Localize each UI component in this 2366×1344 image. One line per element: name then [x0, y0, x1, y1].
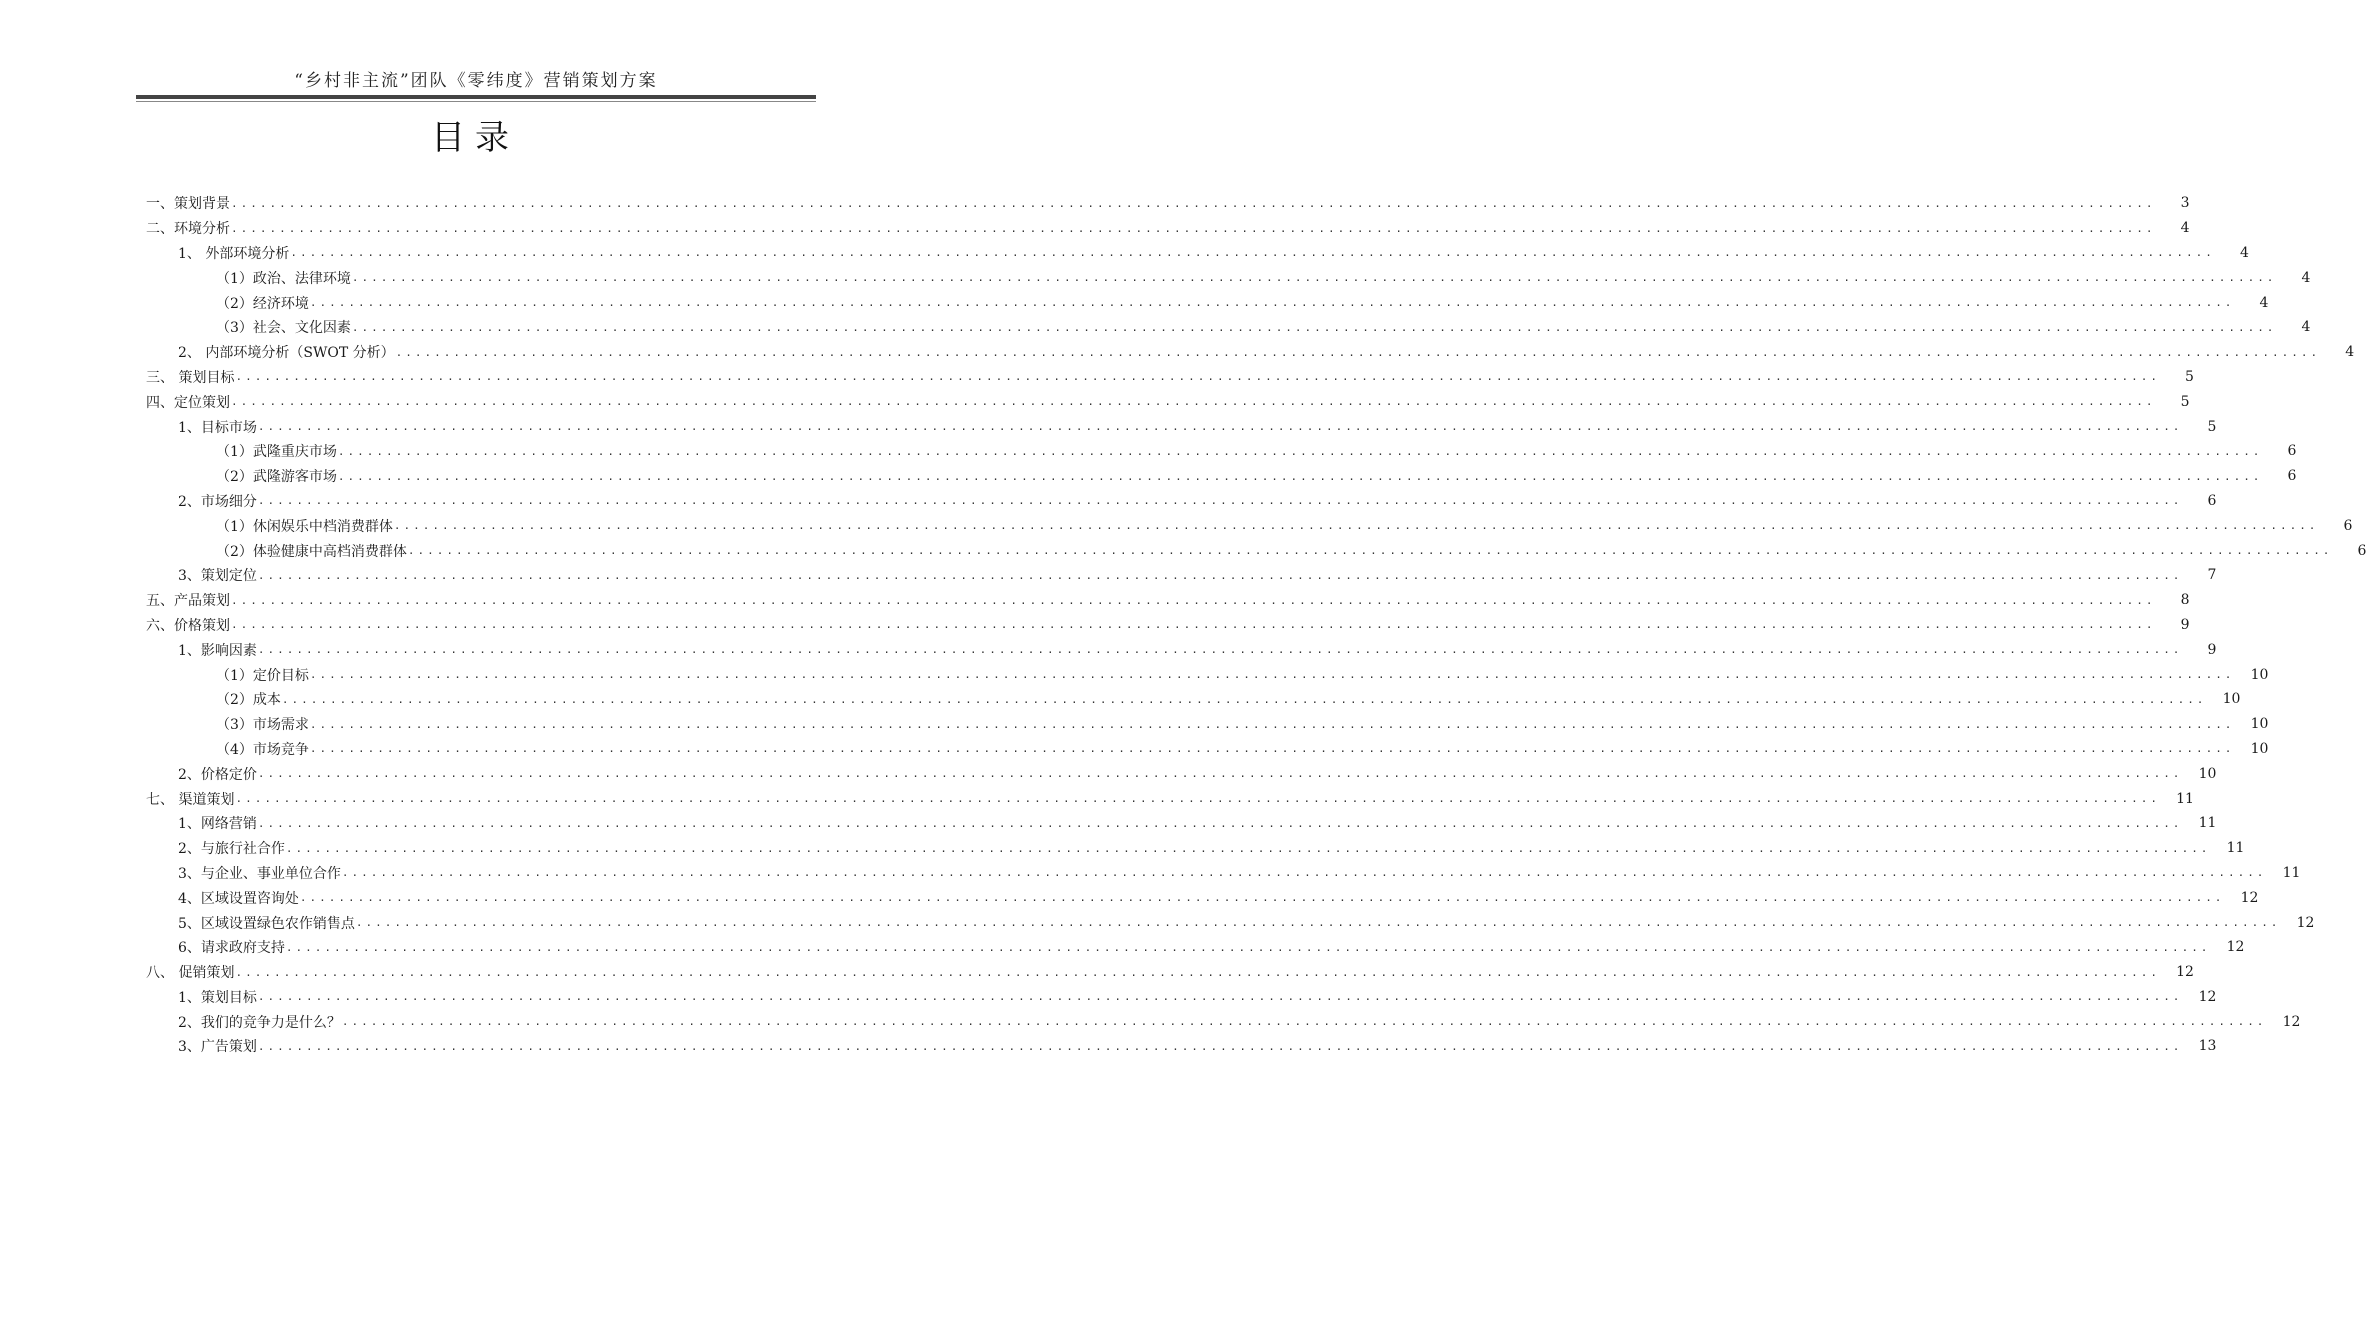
toc-leader-dots: ........................................................................................................................................................................................................: [341, 1015, 2267, 1029]
toc-entry-page: 13: [2198, 1038, 2217, 1055]
toc-entry-label: （2）成本: [216, 692, 281, 709]
toc-entry[interactable]: [146, 737, 2269, 762]
toc-entry-page: 10: [2250, 666, 2269, 683]
toc-entry-page: 7: [2207, 567, 2217, 584]
toc-entry[interactable]: [146, 1034, 2217, 1059]
toc-entry[interactable]: [146, 960, 2194, 985]
toc-entry[interactable]: [146, 712, 2269, 737]
toc-leader-dots: ........................................................................................................................................................................................................: [285, 841, 2211, 855]
toc-entry-page: 10: [2198, 765, 2217, 782]
toc-entry-label: 3、广告策划: [178, 1039, 257, 1056]
toc-leader-dots: ........................................................................................................................................................................................................: [257, 643, 2183, 657]
toc-leader-dots: ........................................................................................................................................................................................................: [257, 816, 2183, 830]
toc-entry[interactable]: [146, 340, 2355, 365]
toc-entry-page: 11: [2176, 790, 2194, 807]
toc-entry-label: 六、价格策划: [146, 617, 230, 634]
toc-entry-label: （1）休闲娱乐中档消费群体: [216, 518, 393, 535]
toc-entry-page: 9: [2180, 616, 2190, 633]
toc-leader-dots: ........................................................................................................................................................................................................: [337, 444, 2263, 458]
toc-leader-dots: ........................................................................................................................................................................................................: [257, 420, 2183, 434]
toc-leader-dots: ........................................................................................................................................................................................................: [257, 767, 2183, 781]
toc-entry[interactable]: [146, 910, 2315, 935]
toc-leader-dots: ........................................................................................................................................................................................................: [299, 891, 2225, 905]
toc-leader-dots: ........................................................................................................................................................................................................: [290, 246, 2215, 260]
toc-entry[interactable]: [146, 216, 2190, 241]
toc-entry[interactable]: [146, 613, 2190, 638]
toc-entry[interactable]: [146, 464, 2297, 489]
toc-leader-dots: ........................................................................................................................................................................................................: [231, 395, 2156, 409]
toc-entry-page: 5: [2180, 393, 2190, 410]
toc-entry-page: 4: [2180, 220, 2190, 237]
toc-entry-page: 4: [2345, 344, 2355, 361]
toc-entry-page: 12: [2176, 964, 2194, 981]
toc-entry-label: （1）武隆重庆市场: [216, 444, 337, 461]
toc-entry-page: 4: [2301, 269, 2311, 286]
toc-leader-dots: ........................................................................................................................................................................................................: [285, 940, 2211, 954]
toc-entry-label: 二、环境分析: [146, 221, 230, 238]
toc-entry-page: 6: [2287, 468, 2297, 485]
toc-entry[interactable]: [146, 241, 2249, 266]
toc-entry-page: 12: [2226, 939, 2245, 956]
toc-leader-dots: ........................................................................................................................................................................................................: [257, 990, 2183, 1004]
table-of-contents: [146, 191, 2366, 1059]
toc-entry-page: 11: [2198, 815, 2217, 832]
toc-entry-label: 1、网络营销: [178, 816, 257, 833]
toc-entry[interactable]: [146, 563, 2217, 588]
toc-entry-label: 2、 内部环境分析（SWOT 分析）: [178, 345, 395, 362]
toc-entry[interactable]: [146, 786, 2194, 811]
toc-entry[interactable]: [146, 588, 2190, 613]
toc-entry-label: 3、与企业、事业单位合作: [178, 865, 341, 882]
toc-entry-label: 四、定位策划: [146, 394, 230, 411]
toc-leader-dots: ........................................................................................................................................................................................................: [355, 916, 2281, 929]
toc-entry-page: 4: [2301, 319, 2311, 336]
toc-leader-dots: ........................................................................................................................................................................................................: [341, 866, 2267, 880]
toc-entry-label: 2、与旅行社合作: [178, 841, 285, 858]
toc-leader-dots: ........................................................................................................................................................................................................: [257, 1039, 2183, 1053]
toc-entry[interactable]: [146, 687, 2241, 712]
toc-leader-dots: ........................................................................................................................................................................................................: [309, 742, 2235, 756]
toc-entry[interactable]: [146, 811, 2217, 836]
toc-entry[interactable]: [146, 365, 2194, 390]
toc-entry[interactable]: [146, 985, 2217, 1010]
toc-entry-page: 11: [2282, 864, 2301, 881]
toc-leader-dots: ........................................................................................................................................................................................................: [393, 519, 2319, 533]
toc-entry-page: 6: [2357, 542, 2366, 559]
toc-entry[interactable]: [146, 389, 2190, 414]
toc-entry[interactable]: [146, 662, 2269, 687]
toc-entry-page: 6: [2207, 492, 2217, 509]
toc-leader-dots: ........................................................................................................................................................................................................: [281, 692, 2207, 706]
toc-leader-dots: ........................................................................................................................................................................................................: [231, 196, 2156, 210]
toc-leader-dots: ........................................................................................................................................................................................................: [309, 668, 2235, 682]
toc-leader-dots: ........................................................................................................................................................................................................: [235, 370, 2160, 384]
toc-entry-label: （1）定价目标: [216, 667, 309, 684]
toc-entry[interactable]: [146, 935, 2245, 960]
toc-leader-dots: ........................................................................................................................................................................................................: [337, 469, 2263, 483]
toc-leader-dots: ........................................................................................................................................................................................................: [407, 544, 2333, 558]
toc-entry-label: 3、策划定位: [178, 568, 257, 585]
toc-entry-label: 五、产品策划: [146, 593, 230, 610]
toc-entry[interactable]: [146, 290, 2269, 315]
toc-entry-page: 10: [2250, 716, 2269, 733]
toc-entry-label: （4）市场竞争: [216, 741, 309, 758]
toc-entry-label: （2）武隆游客市场: [216, 469, 337, 486]
toc-entry-page: 12: [2282, 1013, 2301, 1030]
toc-entry-page: 3: [2180, 195, 2190, 212]
toc-entry-page: 12: [2296, 914, 2315, 931]
toc-entry-label: （3）社会、文化因素: [216, 320, 351, 337]
toc-entry-label: 七、 渠道策划: [146, 791, 235, 808]
toc-entry-label: 2、我们的竞争力是什么？: [178, 1014, 341, 1031]
toc-entry-label: （3）市场需求: [216, 717, 309, 734]
toc-leader-dots: ........................................................................................................................................................................................................: [257, 568, 2183, 582]
header-rule-thick: [136, 95, 816, 99]
toc-entry[interactable]: [146, 439, 2297, 464]
toc-leader-dots: ........................................................................................................................................................................................................: [231, 221, 2156, 235]
toc-entry[interactable]: [146, 265, 2311, 290]
toc-entry-page: 5: [2207, 418, 2217, 435]
header-rule-thin: [136, 101, 816, 102]
toc-entry[interactable]: [146, 489, 2217, 514]
toc-entry-label: 1、影响因素: [178, 642, 257, 659]
toc-entry-label: （1）政治、法律环境: [216, 270, 351, 287]
toc-entry-label: 2、价格定价: [178, 766, 257, 783]
toc-leader-dots: ........................................................................................................................................................................................................: [231, 593, 2156, 607]
toc-entry-page: 6: [2343, 517, 2353, 534]
toc-entry-label: 八、 促销策划: [146, 965, 235, 982]
toc-entry[interactable]: [146, 885, 2259, 910]
toc-entry-label: 一、策划背景: [146, 196, 230, 213]
toc-entry-page: 10: [2222, 691, 2241, 708]
toc-entry-label: （2）体验健康中高档消费群体: [216, 543, 407, 560]
toc-entry-page: 12: [2240, 889, 2259, 906]
running-header: “乡村非主流”团队《零纬度》营销策划方案: [294, 71, 658, 91]
toc-entry-label: 1、 外部环境分析: [178, 245, 290, 262]
toc-entry-page: 9: [2207, 641, 2217, 658]
toc-entry-label: 5、区域设置绿色农作销售点: [178, 915, 355, 932]
toc-entry[interactable]: [146, 836, 2245, 861]
toc-leader-dots: ........................................................................................................................................................................................................: [309, 717, 2235, 731]
toc-entry-page: 4: [2259, 294, 2269, 311]
toc-entry[interactable]: [146, 513, 2353, 538]
toc-entry[interactable]: [146, 761, 2217, 786]
toc-entry[interactable]: [146, 1009, 2301, 1034]
toc-entry[interactable]: [146, 538, 2366, 563]
toc-entry-label: 4、区域设置咨询处: [178, 890, 299, 907]
toc-entry[interactable]: [146, 861, 2301, 886]
toc-leader-dots: ........................................................................................................................................................................................................: [395, 345, 2321, 359]
toc-entry-page: 6: [2287, 443, 2297, 460]
toc-leader-dots: ........................................................................................................................................................................................................: [235, 792, 2160, 806]
toc-leader-dots: ........................................................................................................................................................................................................: [309, 296, 2235, 310]
toc-entry-label: 2、市场细分: [178, 493, 257, 510]
toc-entry-label: 1、策划目标: [178, 989, 257, 1006]
toc-entry[interactable]: [146, 637, 2217, 662]
toc-entry-page: 10: [2250, 740, 2269, 757]
toc-entry-label: 三、 策划目标: [146, 369, 235, 386]
toc-entry[interactable]: [146, 414, 2217, 439]
toc-entry-page: 11: [2226, 840, 2245, 857]
toc-entry-page: 5: [2185, 368, 2194, 385]
toc-leader-dots: ........................................................................................................................................................................................................: [235, 965, 2160, 979]
toc-entry-label: （2）经济环境: [216, 295, 309, 312]
toc-leader-dots: ........................................................................................................................................................................................................: [231, 618, 2156, 632]
toc-entry-label: 6、请求政府支持: [178, 940, 285, 957]
toc-leader-dots: ........................................................................................................................................................................................................: [257, 494, 2183, 508]
toc-entry[interactable]: [146, 315, 2311, 340]
page-title: 目录: [431, 118, 519, 158]
toc-entry-page: 8: [2180, 592, 2190, 609]
toc-leader-dots: ........................................................................................................................................................................................................: [351, 271, 2277, 285]
toc-entry-label: 1、目标市场: [178, 419, 257, 436]
toc-entry-page: 12: [2198, 988, 2217, 1005]
toc-leader-dots: ........................................................................................................................................................................................................: [351, 320, 2277, 334]
toc-entry-page: 4: [2239, 244, 2249, 261]
toc-entry[interactable]: [146, 191, 2190, 216]
